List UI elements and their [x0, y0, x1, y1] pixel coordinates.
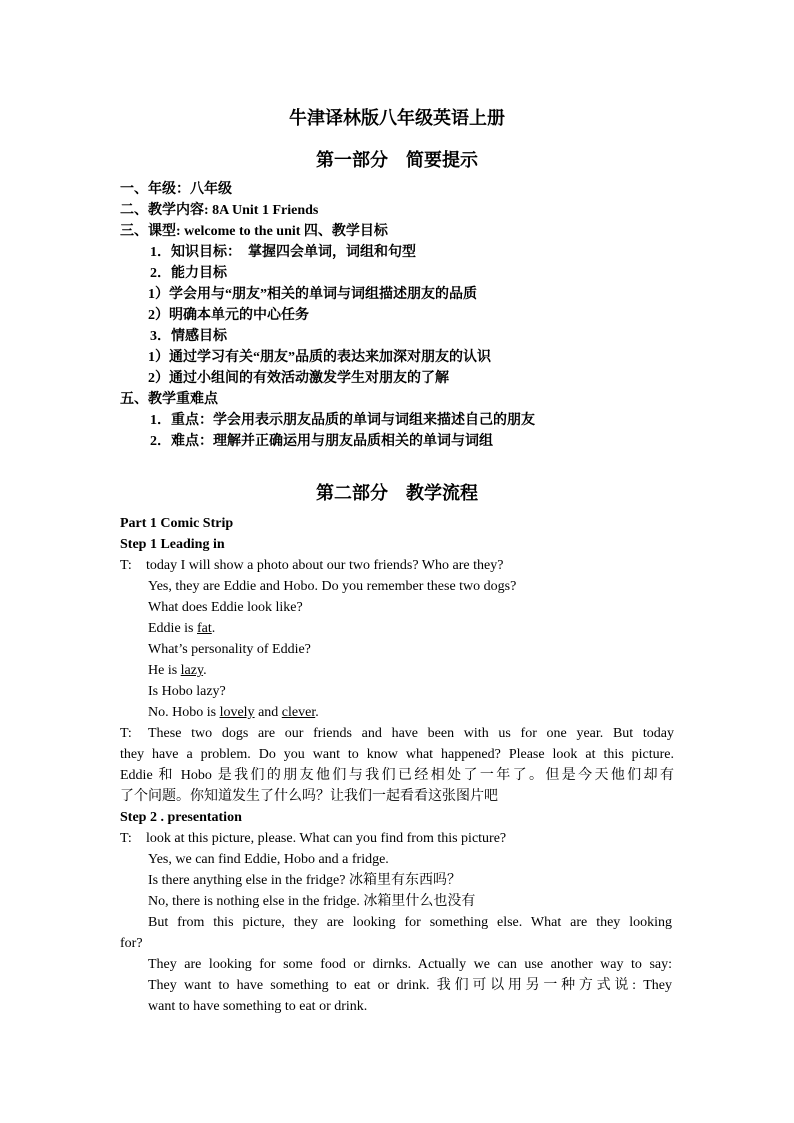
dialogue-text: No. Hobo is: [148, 705, 220, 720]
dialogue-line: Is there anything else in the fridge? 冰箱里有东西吗？: [148, 873, 461, 888]
part1-heading: 第一部分 简要提示: [316, 150, 478, 170]
punctuation: .: [315, 705, 319, 720]
paragraph-line: they have a problem. Do you want to know what happened? Please look at this picture.: [120, 747, 674, 762]
punctuation: .: [211, 621, 216, 636]
dialogue-line: They are looking for some food or dirnks. Actually we can use another way to say:: [148, 957, 672, 972]
content-line: 二、教学内容: 8A Unit 1 Friends: [120, 203, 319, 218]
dialogue-line: Is Hobo lazy?: [148, 684, 226, 699]
objective-knowledge: 1．知识目标： 掌握四会单词，词组和句型: [150, 245, 416, 260]
dialogue-text: and: [254, 705, 282, 720]
paragraph-line-chinese: Eddie 和 Hobo 是我们的朋友他们与我们已经相处了一年了。但是今天他们却有: [120, 768, 674, 783]
teacher-label: T:: [120, 831, 132, 846]
answer-word: lazy: [180, 663, 204, 678]
dialogue-line: [148, 660, 207, 681]
dialogue-line: They want to have something to eat or drink. 我们可以用另一种方式说: They: [148, 978, 672, 993]
part-label: Part 1 Comic Strip: [120, 516, 234, 531]
dialogue-line: Yes, they are Eddie and Hobo. Do you remember these two dogs?: [148, 579, 517, 594]
step1-heading: Step 1 Leading in: [120, 537, 225, 552]
dialogue-line: want to have something to eat or drink.: [148, 999, 368, 1014]
dialogue-line: Yes, we can find Eddie, Hobo and a fridge.: [148, 852, 389, 867]
objective-ability: 2．能力目标: [150, 266, 227, 281]
dialogue-line: [120, 555, 674, 576]
emotion-item-2: 2）通过小组间的有效活动激发学生对朋友的了解: [148, 371, 449, 386]
key-point-2: 2．难点：理解并正确运用与朋友品质相关的单词与词组: [150, 434, 493, 449]
document-title: 牛津译林版八年级英语上册: [289, 108, 505, 128]
answer-word: fat: [197, 621, 212, 636]
key-points-heading: 五、教学重难点: [120, 392, 218, 407]
lesson-type-line: 三、课型: welcome to the unit 四、教学目标: [120, 224, 388, 239]
step2-heading: Step 2 . presentation: [120, 810, 242, 825]
dialogue-line: [148, 618, 215, 639]
objective-emotion: 3．情感目标: [150, 329, 227, 344]
dialogue-text: He is: [148, 663, 181, 678]
grade-line: 一、年级：八年级: [120, 182, 232, 197]
paragraph-text: These two dogs are our friends and have been with us for one year. But today: [148, 726, 674, 741]
dialogue-text: look at this picture, please. What can you find from this picture?: [146, 831, 507, 846]
dialogue-line: [120, 828, 674, 849]
dialogue-text: Eddie is: [148, 621, 197, 636]
dialogue-line: [148, 702, 319, 723]
punctuation: .: [203, 663, 207, 678]
dialogue-line: What does Eddie look like?: [148, 600, 303, 615]
emotion-item-1: 1）通过学习有关“朋友”品质的表达来加深对朋友的认识: [148, 350, 491, 365]
teacher-label: T:: [120, 558, 132, 573]
key-point-1: 1．重点：学会用表示朋友品质的单词与词组来描述自己的朋友: [150, 413, 535, 428]
dialogue-line: But from this picture, they are looking for something else. What are they looking: [148, 915, 672, 930]
dialogue-line: No, there is nothing else in the fridge. 冰箱里什么也没有: [148, 894, 476, 909]
ability-item-2: 2）明确本单元的中心任务: [148, 308, 309, 323]
paragraph-line-chinese: 了个问题。你知道发生了什么吗？让我们一起看看这张图片吧: [120, 789, 498, 804]
dialogue-line: What’s personality of Eddie?: [148, 642, 311, 657]
dialogue-line: for?: [120, 936, 143, 951]
part2-heading: 第二部分 教学流程: [316, 483, 478, 503]
answer-word: clever: [281, 705, 316, 720]
ability-item-1: 1）学会用与“朋友”相关的单词与词组描述朋友的品质: [148, 287, 477, 302]
paragraph-line: [120, 723, 674, 744]
answer-word: lovely: [219, 705, 255, 720]
teacher-label: T:: [120, 726, 132, 741]
dialogue-text: today I will show a photo about our two friends? Who are they?: [146, 558, 504, 573]
